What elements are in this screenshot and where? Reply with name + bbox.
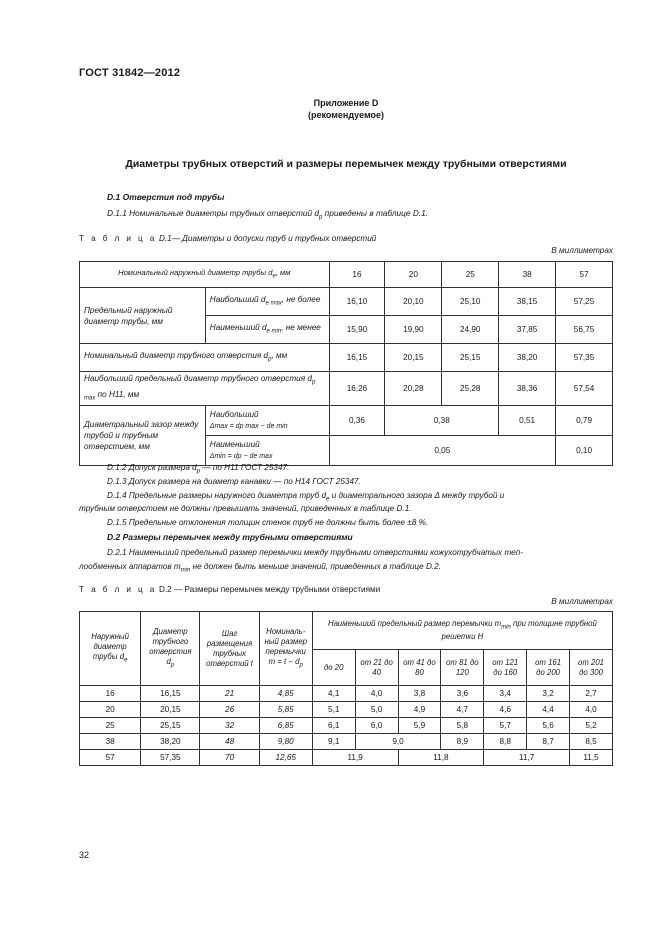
table-cell: 20,15 xyxy=(141,702,200,718)
table-cell: 26 xyxy=(200,702,259,718)
table-cell: 16,10 xyxy=(329,288,385,316)
table2-h-sub: от 201 до 300 xyxy=(570,650,613,686)
table2-h-sub: до 20 xyxy=(312,650,355,686)
table-cell: 24,90 xyxy=(442,316,499,344)
table-cell: 11,7 xyxy=(484,750,570,766)
table2-h-outer-diameter: Наружный диаметр трубы $d_e$ xyxy=(80,612,141,686)
section-d1-paragraph: D.1.1 Номинальные диаметры трубных отверстий $d_p$ приведены в таблице D.1. xyxy=(107,208,429,221)
table-row xyxy=(80,372,613,406)
table-cell: 8,5 xyxy=(570,734,613,750)
table2-h-sub: от 41 до 80 xyxy=(398,650,441,686)
table-cell: 11,8 xyxy=(398,750,484,766)
table-cell: 5,0 xyxy=(355,702,398,718)
table-row xyxy=(80,406,613,436)
table-cell: 38 xyxy=(80,734,141,750)
table-cell: 57,54 xyxy=(556,372,613,406)
note-d14-cont: трубным отверстием не должны превышать значений, приведенных в таблице D.1. xyxy=(79,504,412,513)
table2-h-sub: от 21 до 40 xyxy=(355,650,398,686)
table1-col-20: 20 xyxy=(385,262,442,288)
table-cell: 57,35 xyxy=(141,750,200,766)
note-d13: D.1.3 Допуск размера на диаметр канавки — по Н14 ГОСТ 25347. xyxy=(107,477,361,486)
note-d14: D.1.4 Предельные размеры наружного диаметра труб $d_e$ и диаметрального зазора Δ между трубой и xyxy=(107,491,505,503)
section-d2-paragraph-cont: лообменных аппаратов $m_{min}$ не должен быть меньше значений, приведенных в таблице D.2. xyxy=(79,562,441,574)
table-cell: 8,9 xyxy=(441,734,484,750)
table1-clearance-max-label: Наибольший Δmax = dp max − de min xyxy=(205,406,329,436)
table-cell: 25,15 xyxy=(442,344,499,372)
table-cell: 38,36 xyxy=(499,372,556,406)
main-title: Диаметры трубных отверстий и размеры перемычек между трубными отверстиями xyxy=(125,158,567,170)
table-cell: 5,6 xyxy=(527,718,570,734)
table-cell: 19,90 xyxy=(385,316,442,344)
table-cell: 5,1 xyxy=(312,702,355,718)
table-cell: 9,1 xyxy=(312,734,355,750)
table-cell: 4,85 xyxy=(259,686,312,702)
table-row xyxy=(80,750,613,766)
table-cell: 20 xyxy=(80,702,141,718)
table-cell: 0,10 xyxy=(556,436,613,466)
table-cell: 6,0 xyxy=(355,718,398,734)
table1-col-57: 57 xyxy=(556,262,613,288)
table-cell: 57 xyxy=(80,750,141,766)
table-cell: 16,26 xyxy=(329,372,385,406)
table-cell: 4,7 xyxy=(441,702,484,718)
table1-nominal-hole-label: Номинальный диаметр трубного отверстия $d_p$, мм xyxy=(80,344,330,372)
table1-group-outer-diameter: Предельный наружный диаметр трубы, мм xyxy=(80,288,206,344)
table1-caption: Т а б л и ц а D.1— Диаметры и допуски труб и трубных отверстий xyxy=(79,234,377,243)
table1-group-clearance: Диаметральный зазор между трубой и трубным отверстием, мм xyxy=(80,406,206,466)
note-d15: D.1.5 Предельные отклонения толщин стенок труб не должны быть более ±8 %. xyxy=(107,518,429,527)
section-d2-paragraph: D.2.1 Наименьший предельный размер перемычки между трубными отверстиями кожухотрубчатых теп- xyxy=(107,548,523,557)
table-cell: 4,0 xyxy=(355,686,398,702)
table-cell: 32 xyxy=(200,718,259,734)
table-cell: 5,85 xyxy=(259,702,312,718)
table-cell: 25,15 xyxy=(141,718,200,734)
table-cell: 0,38 xyxy=(385,406,499,436)
table1-col-25: 25 xyxy=(442,262,499,288)
table-cell: 11,5 xyxy=(570,750,613,766)
table2-caption: Т а б л и ц а D.2 — Размеры перемычек между трубными отверстиями xyxy=(79,585,381,594)
table1-min-label: Наименьший $d_{e min}$, не менее xyxy=(205,316,329,344)
table2-h-sub: от 121 до 160 xyxy=(484,650,527,686)
document-header: ГОСТ 31842—2012 xyxy=(79,67,181,79)
table-cell: 6,1 xyxy=(312,718,355,734)
table-cell: 16,15 xyxy=(141,686,200,702)
table1-unit: В миллиметрах xyxy=(551,246,613,255)
table-cell: 0,05 xyxy=(329,436,556,466)
table-cell: 4,4 xyxy=(527,702,570,718)
table-cell: 16,15 xyxy=(329,344,385,372)
section-d1-heading: D.1 Отверстия под трубы xyxy=(107,192,225,202)
table-cell: 3,8 xyxy=(398,686,441,702)
table-row xyxy=(80,734,613,750)
table-cell: 25,10 xyxy=(442,288,499,316)
table-cell: 6,85 xyxy=(259,718,312,734)
table-cell: 56,75 xyxy=(556,316,613,344)
table-row xyxy=(80,288,613,316)
table-cell: 11,9 xyxy=(312,750,398,766)
table1-col-16: 16 xyxy=(329,262,385,288)
table-cell: 3,6 xyxy=(441,686,484,702)
table-cell: 5,8 xyxy=(441,718,484,734)
table2-h-group: Наименьший предельный размер перемычки $m_{min}$ при толщине трубной решетки H xyxy=(312,612,612,650)
table2-unit: В миллиметрах xyxy=(551,597,613,606)
table-cell: 0,51 xyxy=(499,406,556,436)
table1-header-row xyxy=(80,262,613,288)
appendix-subtitle: (рекомендуемое) xyxy=(308,110,384,120)
table-cell: 16 xyxy=(80,686,141,702)
table-cell: 20,15 xyxy=(385,344,442,372)
table-cell: 25 xyxy=(80,718,141,734)
table-cell: 3,2 xyxy=(527,686,570,702)
table2-h-nominal: Номиналь-ный размер перемычки $m = t - d_p$ xyxy=(259,612,312,686)
appendix-title: Приложение D xyxy=(313,98,379,108)
table-cell: 57,35 xyxy=(556,344,613,372)
table1-max-label: Наибольший $d_{e max}$, не более xyxy=(205,288,329,316)
table-cell: 9,80 xyxy=(259,734,312,750)
table-cell: 38,15 xyxy=(499,288,556,316)
table-d1 xyxy=(79,261,613,466)
table1-header-label: Номинальный наружный диаметр трубы $d_e$, мм xyxy=(80,262,330,288)
table-cell: 0,36 xyxy=(329,406,385,436)
table-cell: 4,1 xyxy=(312,686,355,702)
page-number: 32 xyxy=(79,850,90,860)
table-cell: 20,28 xyxy=(385,372,442,406)
table-cell: 25,28 xyxy=(442,372,499,406)
table-cell: 2,7 xyxy=(570,686,613,702)
table-cell: 57,25 xyxy=(556,288,613,316)
table2-h-sub: от 161 до 200 xyxy=(527,650,570,686)
section-d2-heading: D.2 Размеры перемычек между трубными отверстиями xyxy=(107,532,353,542)
table-row xyxy=(80,718,613,734)
table-cell: 5,7 xyxy=(484,718,527,734)
table-cell: 0,79 xyxy=(556,406,613,436)
table-d2 xyxy=(79,611,613,766)
table-cell: 8,8 xyxy=(484,734,527,750)
table-cell: 5,9 xyxy=(398,718,441,734)
table2-header-row xyxy=(80,612,613,650)
table2-h-pitch: Шаг размещения трубных отверстий t xyxy=(200,612,259,686)
table-cell: 4,0 xyxy=(570,702,613,718)
table-cell: 70 xyxy=(200,750,259,766)
table1-col-38: 38 xyxy=(499,262,556,288)
table-cell: 48 xyxy=(200,734,259,750)
table-cell: 21 xyxy=(200,686,259,702)
table-cell: 38,20 xyxy=(499,344,556,372)
table1-max-hole-label: Наибольший предельный диаметр трубного отверстия $d_{p max}$ по Н11, мм xyxy=(80,372,330,406)
table-row xyxy=(80,702,613,718)
table-cell: 20,10 xyxy=(385,288,442,316)
table-cell: 38,20 xyxy=(141,734,200,750)
table-cell: 3,4 xyxy=(484,686,527,702)
table-cell: 37,85 xyxy=(499,316,556,344)
table-row xyxy=(80,686,613,702)
table-cell: 4,9 xyxy=(398,702,441,718)
note-d12: D.1.2 Допуск размера $d_p$ — по Н11 ГОСТ 25347. xyxy=(107,463,290,475)
table-cell: 5,2 xyxy=(570,718,613,734)
table-cell: 8,7 xyxy=(527,734,570,750)
table-cell: 15,90 xyxy=(329,316,385,344)
table2-h-hole-diameter: Диаметр трубного отверстия $d_p$ xyxy=(141,612,200,686)
table-cell: 9,0 xyxy=(355,734,441,750)
table2-h-sub: от 81 до 120 xyxy=(441,650,484,686)
table-cell: 12,65 xyxy=(259,750,312,766)
table-cell: 4,6 xyxy=(484,702,527,718)
table-row xyxy=(80,344,613,372)
table1-clearance-min-label: Наименьший Δmin = dp − de max xyxy=(205,436,329,466)
